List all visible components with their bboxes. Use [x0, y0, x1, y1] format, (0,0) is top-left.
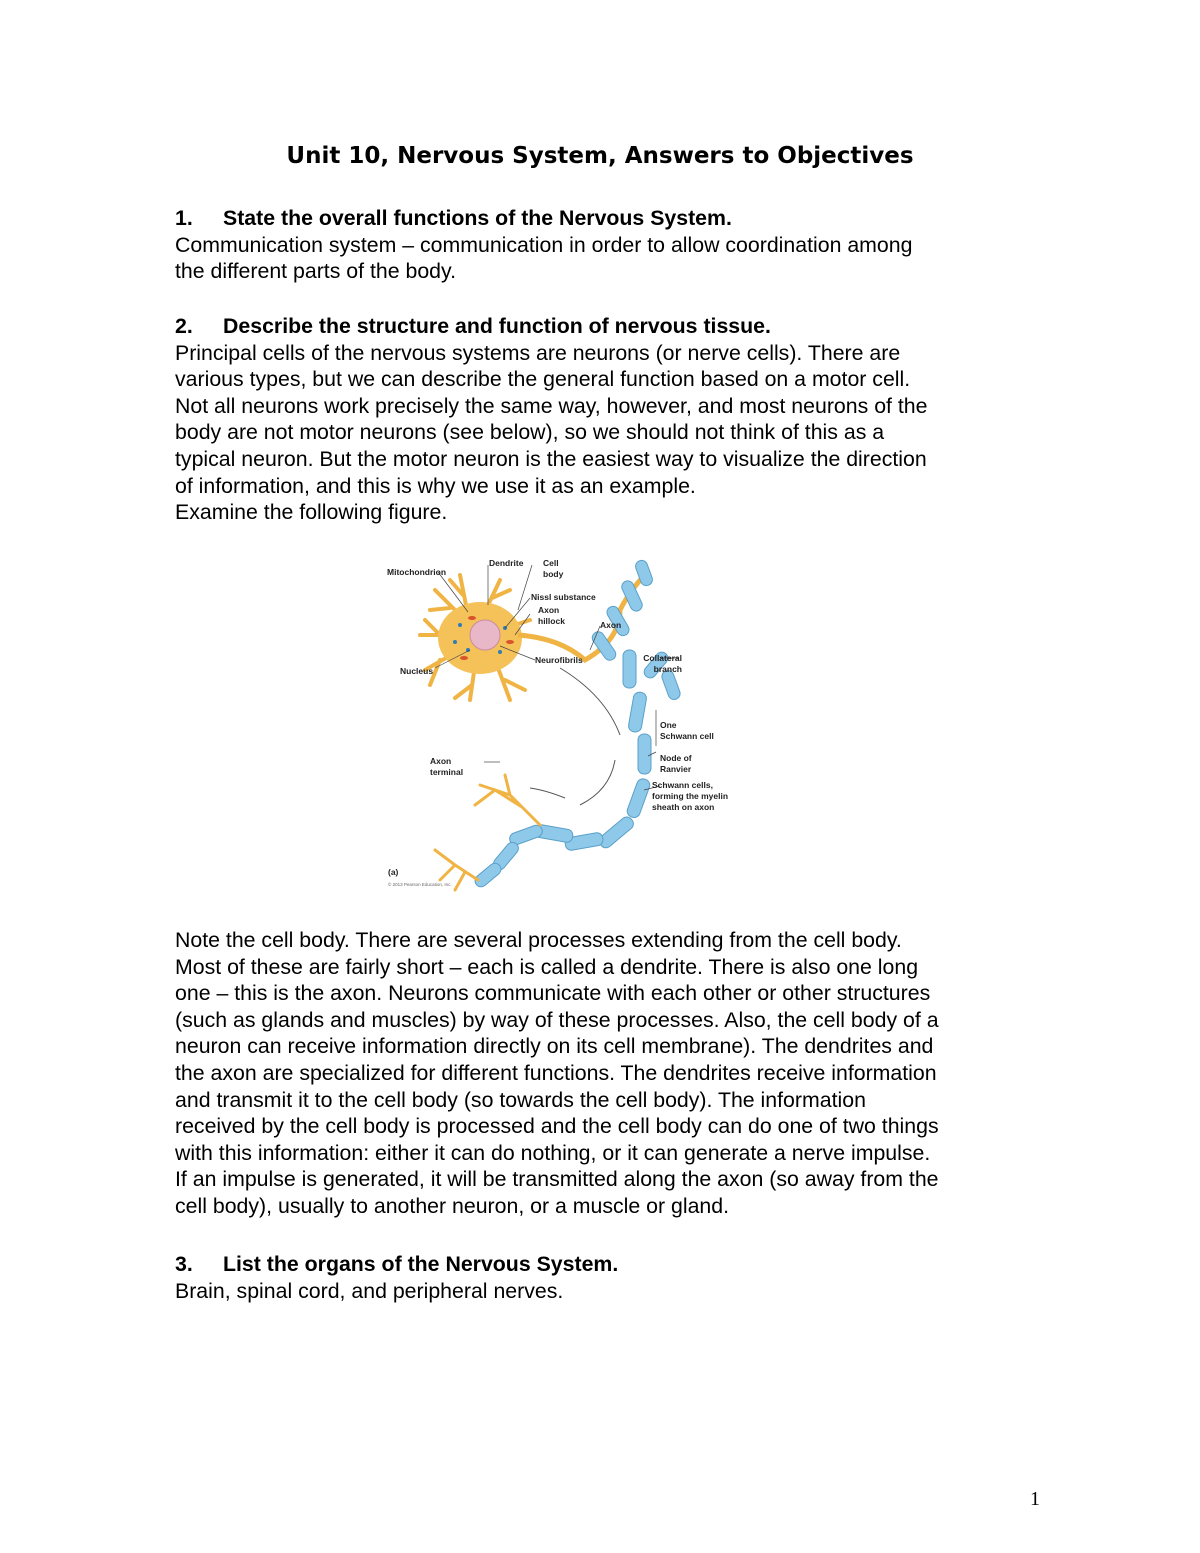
myelin-lower	[473, 824, 544, 890]
label-axon-terminal: Axon	[430, 756, 452, 766]
text-line: received by the cell body is processed and the cell body can do one of two things	[175, 1114, 939, 1139]
answer-line: Not all neurons work precisely the same way, however, and most neurons of the	[175, 393, 928, 418]
neuron-figure	[360, 550, 729, 895]
question-1: 1. State the overall functions of the Nervous System.	[175, 206, 732, 230]
label-nucleus: Nucleus	[400, 666, 434, 676]
page-title: Unit 10, Nervous System, Answers to Objectives	[286, 143, 914, 169]
text-line: Note the cell body. There are several processes extending from the cell body.	[175, 928, 902, 952]
text-line: and transmit it to the cell body (so towards the cell body). The information	[175, 1087, 866, 1112]
answer-line: Examine the following figure.	[175, 500, 448, 525]
figure-credit: © 2013 Pearson Education, Inc.	[388, 882, 452, 887]
answer-line: Principal cells of the nervous systems are neurons (or nerve cells). There are	[175, 340, 901, 365]
answer-line: various types, but we can describe the general function based on a motor cell.	[175, 367, 911, 392]
label-one-schwann-cell: One	[660, 720, 677, 730]
label-collateral-branch: Collateral	[643, 653, 682, 663]
answer-line: of information, and this is why we use it as an example.	[175, 473, 696, 498]
label-axon-terminal-2: terminal	[430, 767, 464, 777]
label-dendrite: Dendrite	[489, 558, 524, 568]
question-3: 3. List the organs of the Nervous System.	[175, 1252, 619, 1276]
label-axon: Axon	[600, 620, 622, 630]
question-2: 2. Describe the structure and function of nervous tissue.	[175, 314, 771, 338]
label-node-of-ranvier-2: Ranvier	[660, 764, 692, 774]
figure-explanation	[175, 927, 1035, 1220]
text-line: cell body), usually to another neuron, or a muscle or gland.	[175, 1193, 730, 1218]
label-mitochondrion: Mitochondrion	[387, 567, 447, 577]
answer-line: body are not motor neurons (see below), so we should not think of this as a	[175, 420, 885, 445]
label-cell-body-2: body	[543, 569, 564, 579]
label-schwann-cells-3: sheath on axon	[652, 802, 715, 812]
answer-line: typical neuron. But the motor neuron is the easiest way to visualize the direction	[175, 446, 927, 471]
label-axon-hillock: Axon	[538, 605, 560, 615]
label-neurofibrils: Neurofibrils	[535, 655, 583, 665]
nucleus	[470, 620, 500, 650]
answer-line: Communication system – communication in order to allow coordination among	[175, 232, 913, 257]
label-axon-hillock-2: hillock	[538, 616, 565, 626]
text-line: (such as glands and muscles) by way of these processes. Also, the cell body of a	[175, 1007, 939, 1032]
text-line: one – this is the axon. Neurons communicate with each other or other structures	[175, 981, 931, 1006]
answer-line: Brain, spinal cord, and peripheral nerves.	[175, 1278, 564, 1303]
text-line: with this information: either it can do nothing, or it can generate a nerve impulse.	[175, 1140, 931, 1165]
section-3	[175, 1251, 1035, 1304]
label-node-of-ranvier: Node of	[660, 753, 692, 763]
direction-arrows	[530, 668, 620, 805]
label-collateral-branch-2: branch	[653, 664, 682, 674]
label-one-schwann-cell-2: Schwann cell	[660, 731, 714, 741]
label-schwann-cells: Schwann cells,	[652, 780, 713, 790]
text-line: Most of these are fairly short – each is called a dendrite. There is also one long	[175, 954, 919, 979]
text-line: neuron can receive information directly on its cell membrane). The dendrites and	[175, 1034, 934, 1059]
text-line: If an impulse is generated, it will be transmitted along the axon (so away from the	[175, 1167, 939, 1192]
label-schwann-cells-2: forming the myelin	[652, 791, 729, 801]
myelin-main	[534, 650, 651, 851]
neuron-diagram	[360, 550, 729, 895]
label-panel-a: (a)	[388, 867, 399, 877]
answer-line: the different parts of the body.	[175, 259, 456, 284]
section-1	[175, 205, 1035, 285]
label-cell-body: Cell	[543, 558, 559, 568]
text-line: the axon are specialized for different functions. The dendrites receive information	[175, 1060, 937, 1085]
page-number: 1	[1030, 1488, 1040, 1510]
label-nissl-substance: Nissl substance	[531, 592, 596, 602]
section-2	[175, 313, 1035, 526]
